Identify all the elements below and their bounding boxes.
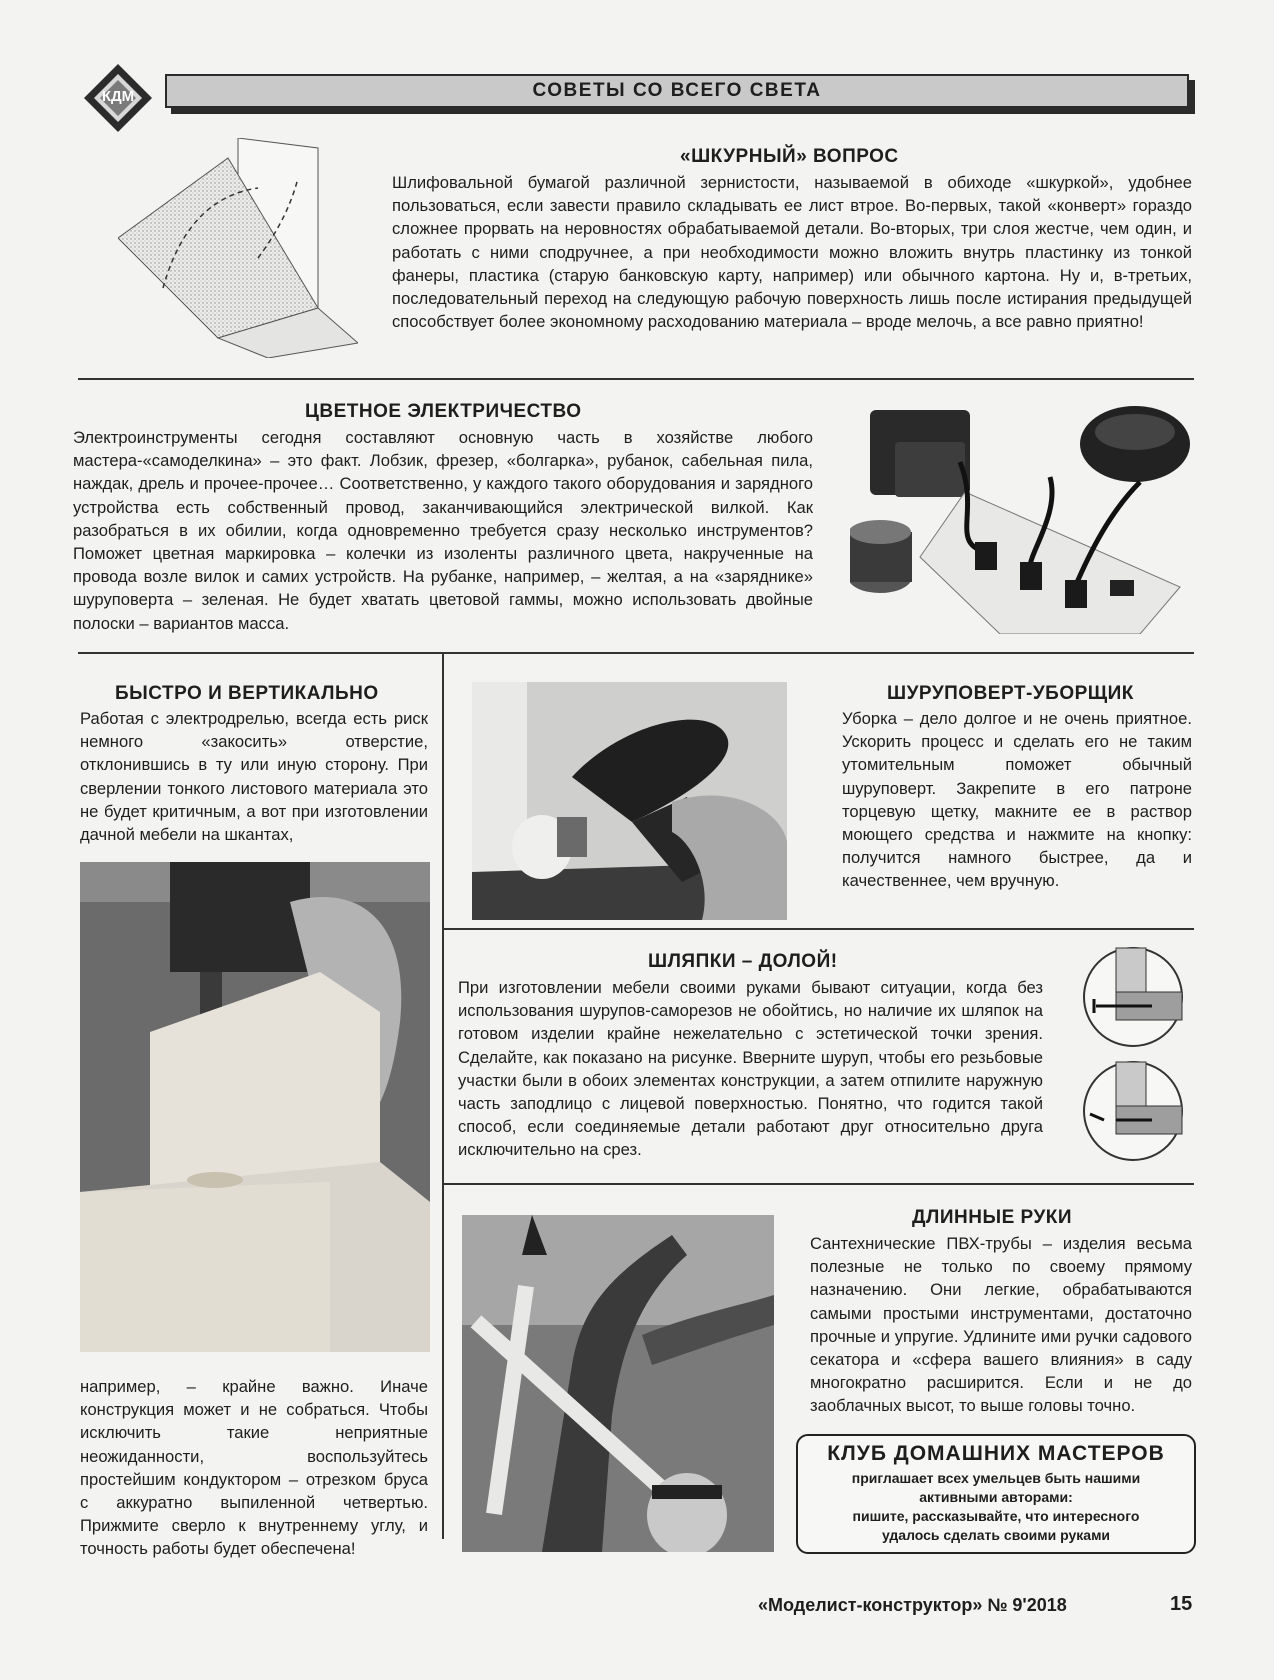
screwdriver-brush-photo xyxy=(472,682,787,920)
section-banner xyxy=(165,74,1189,108)
column-divider xyxy=(442,654,444,1539)
cleaner-title: ШУРУПОВЕРТ-УБОРЩИК xyxy=(887,683,1134,704)
sandpaper-title: «ШКУРНЫЙ» ВОПРОС xyxy=(680,146,899,167)
club-title: КЛУБ ДОМАШНИХ МАСТЕРОВ xyxy=(827,1442,1165,1465)
power-strip-photo xyxy=(850,402,1193,634)
arms-body: Сантехнические ПВХ-трубы – изделия весьма полезные не только по своему прямому назначению. Они легкие, обрабатываются самыми простыми инструментами, достаточно прочные и упругие. Удлините ими ручки садового секатора и «сфера вашего влияния» в саду многократно расширится. Если и не до заоблачных высот, то выше головы точно. xyxy=(810,1234,1192,1416)
page-number: 15 xyxy=(1170,1593,1193,1615)
electricity-title: ЦВЕТНОЕ ЭЛЕКТРИЧЕСТВО xyxy=(305,401,582,422)
screws-body: При изготовлении мебели своими руками бывают ситуации, когда без использования шурупов-саморезов не обойтись, но наличие их шляпок на готовом изделии крайне нежелательно с эстетической точки зрения. Сделайте, как показано на рисунке. Вверните шуруп, чтобы его резьбовые участки были в обоих элементах конструкции, а затем отпилите наружную часть заподлицо с лицевой поверхностью. Понятно, что годится такой способ, если соединяемые детали работают друг относительно друга исключительно на срез. xyxy=(458,978,1043,1160)
screw-diagram-before xyxy=(1082,946,1184,1048)
cleaner-body: Уборка – дело долгое и не очень приятное. Ускорить процесс и сделать его не таким утомительным поможет обычный шуруповерт. Закрепите в его патроне торцевую щетку, макните ее в раствор моющего средства и нажмите на кнопку: получится намного быстрее, да и качественнее, чем вручную. xyxy=(842,709,1192,891)
pruner-tree-photo xyxy=(462,1215,774,1552)
banner-title: СОВЕТЫ СО ВСЕГО СВЕТА xyxy=(532,80,822,101)
club-line-2: активными авторами: xyxy=(919,1489,1073,1505)
sandpaper-body: Шлифовальной бумагой различной зернистости, называемой в обиходе «шкуркой», удобнее пользоваться, если завести правило складывать ее лист втрое. Во-первых, такой «конверт» гораздо сложнее прорвать на неровностях обрабатываемой детали. Во-вторых, три слоя жестче, чем один, и работать с ними сподручнее, а при необходимости можно вложить внутрь пластинку из тонкой фанеры, пластика (старую банковскую карту, например) или обычного картона. Ну и, в-третьих, последовательный переход на следующую рабочую поверхность лишь после истирания предыдущей способствует более экономному расходованию материала – вроде мелочь, а все равно приятно! xyxy=(392,173,1192,332)
divider xyxy=(78,378,1194,380)
vertical-title: БЫСТРО И ВЕРТИКАЛЬНО xyxy=(115,683,379,704)
footer-magazine: «Моделист-конструктор» № 9'2018 xyxy=(758,1595,1067,1615)
divider xyxy=(444,928,1194,930)
club-line-4: удалось сделать своими руками xyxy=(881,1527,1111,1543)
logo xyxy=(82,62,154,134)
folded-sandpaper-illustration xyxy=(118,138,358,358)
drill-jig-photo xyxy=(80,862,430,1352)
vertical-body-top: Работая с электродрелью, всегда есть риск немного «закосить» отверстие, отклонившись в ту или иную сторону. При сверлении тонкого листового материала это не будет критичным, а вот при изготовлении дачной мебели на шкантах, xyxy=(80,709,428,845)
divider xyxy=(78,652,1194,654)
screws-title: ШЛЯПКИ – ДОЛОЙ! xyxy=(648,951,838,972)
screw-diagram-after xyxy=(1082,1060,1184,1162)
arms-title: ДЛИННЫЕ РУКИ xyxy=(912,1207,1073,1228)
club-invitation-box xyxy=(796,1434,1196,1554)
logo-text: КДМ xyxy=(101,88,135,105)
club-line-1: приглашает всех умельцев быть нашими xyxy=(851,1470,1141,1486)
divider xyxy=(444,1183,1194,1185)
club-line-3: пишите, рассказывайте, что интересного xyxy=(852,1508,1140,1524)
electricity-body: Электроинструменты сегодня составляют основную часть в хозяйстве любого мастера-«самоделкина» – это факт. Лобзик, фрезер, «болгарка», рубанок, сабельная пила, наждак, дрель и прочее-прочее… Соответственно, у каждого такого оборудования и зарядного устройства есть собственный провод, заканчивающийся электрической вилкой. Как разобраться в их обилии, когда одновременно требуется сразу несколько инструментов? Поможет цветная маркировка – колечки из изоленты различного цвета, накрученные на провода возле вилок и самих устройств. На рубанке, например, – желтая, а на «заряднике» шуруповерта – зеленая. Не будет хватать цветовой гаммы, можно использовать двойные полоски – вариантов масса. xyxy=(73,428,813,633)
vertical-body-bottom: например, – крайне важно. Иначе конструкция может и не собраться. Чтобы исключить такие неприятные неожиданности, воспользуйтесь простейшим кондуктором – отрезком бруса с аккуратно выпиленной четвертью. Прижмите сверло к внутреннему углу, и точность работы будет обеспечена! xyxy=(80,1377,428,1559)
